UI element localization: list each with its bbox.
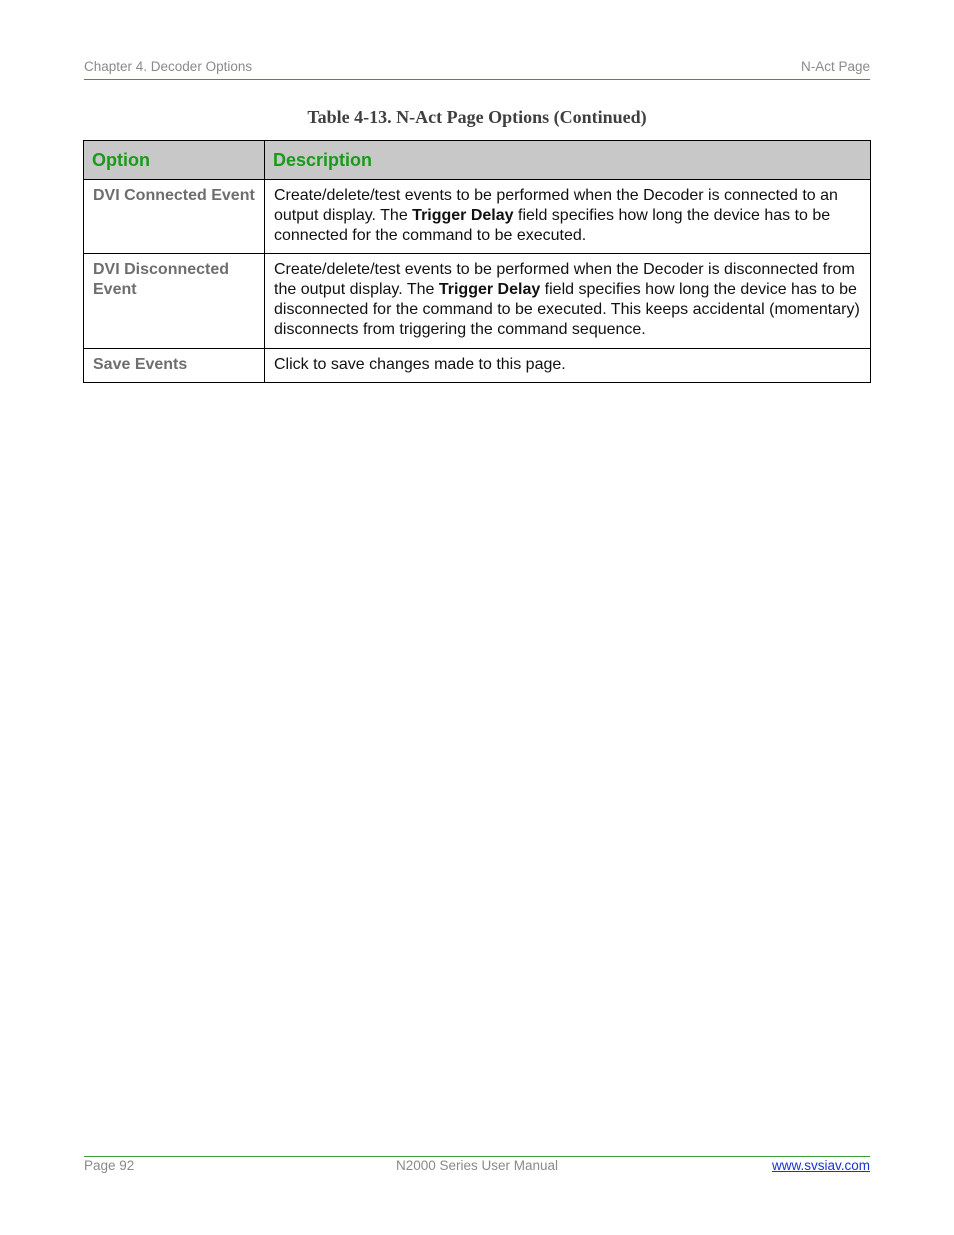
page-number: Page 92 [84, 1158, 135, 1173]
field-name-emphasis: Trigger Delay [412, 206, 514, 224]
table-header-row [84, 141, 871, 180]
page-header [84, 59, 870, 80]
description-cell [265, 180, 871, 254]
option-cell: Save Events [84, 348, 265, 383]
description-text: field specifies how long the device has to be disconnected for the command to be executed. This keeps accidental (momentary) disconnects from triggering the command sequence. [274, 281, 860, 338]
description-cell [265, 348, 871, 383]
table-row [84, 254, 871, 348]
description-text: field specifies how long the device has to be connected for the command to be executed. [274, 206, 831, 244]
section-title: N-Act Page [800, 59, 870, 74]
column-header-description: Description [265, 141, 871, 180]
option-cell: DVI Disconnected Event [84, 254, 265, 348]
table-row [84, 348, 871, 383]
field-name-emphasis: Trigger Delay [438, 281, 541, 299]
chapter-title: Chapter 4. Decoder Options [84, 59, 253, 74]
page-footer [84, 1156, 870, 1177]
description-text: Create/delete/test events to be performed when the Decoder is disconnected from the output display. The [274, 261, 855, 299]
description-text: Create/delete/test events to be performed when the Decoder is connected to an output display. The [274, 187, 838, 224]
table-caption: Table 4-13. N-Act Page Options (Continued) [307, 107, 647, 127]
table-row [84, 180, 871, 254]
option-cell: DVI Connected Event [84, 180, 265, 254]
description-cell [265, 254, 871, 348]
description-text: Click to save changes made to this page. [274, 355, 566, 373]
options-table [83, 140, 871, 383]
manual-title: N2000 Series User Manual [395, 1158, 559, 1173]
website-link[interactable]: www.svsiav.com [771, 1158, 870, 1173]
column-header-option: Option [84, 141, 265, 180]
